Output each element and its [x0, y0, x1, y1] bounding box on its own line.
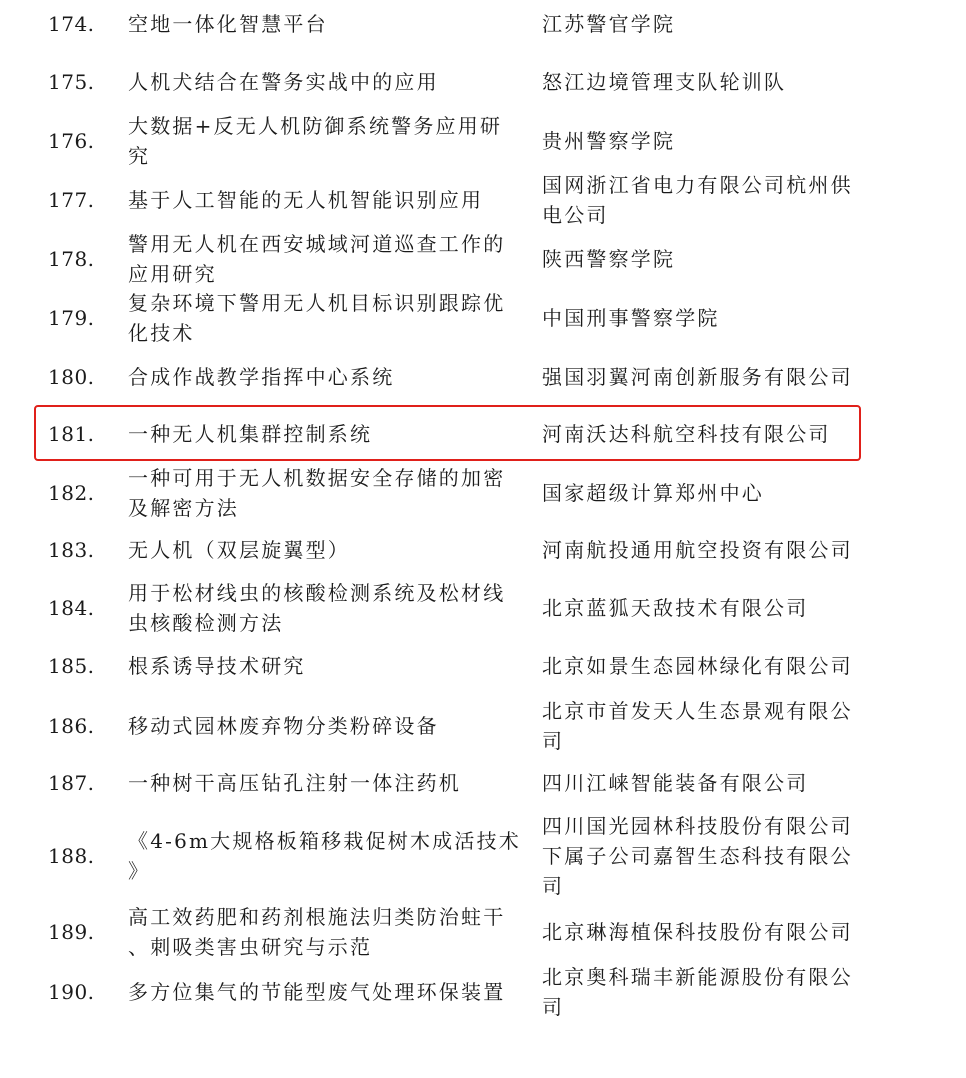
project-name: 大数据+反无人机防御系统警务应用研 究	[128, 114, 503, 168]
row-number: 185.	[48, 654, 95, 678]
project-name: 移动式园林废弃物分类粉碎设备	[128, 714, 439, 738]
organization-name: 强国羽翼河南创新服务有限公司	[542, 365, 853, 389]
row-number: 182.	[48, 481, 95, 505]
project-name: 用于松材线虫的核酸检测系统及松材线 虫核酸检测方法	[128, 581, 506, 635]
organization-name: 北京蓝狐天敌技术有限公司	[542, 596, 809, 620]
organization-name: 河南沃达科航空科技有限公司	[542, 422, 831, 446]
project-name: 根系诱导技术研究	[128, 654, 306, 678]
row-number: 189.	[48, 920, 95, 944]
project-name: 基于人工智能的无人机智能识别应用	[128, 188, 484, 212]
project-name: 《4-6m大规格板箱移栽促树木成活技术 》	[128, 829, 521, 883]
project-name: 多方位集气的节能型废气处理环保装置	[128, 980, 506, 1004]
row-number: 186.	[48, 714, 95, 738]
organization-name: 四川江崃智能装备有限公司	[542, 771, 809, 795]
project-name: 空地一体化智慧平台	[128, 12, 328, 36]
project-name: 高工效药肥和药剂根施法归类防治蛀干 、刺吸类害虫研究与示范	[128, 905, 506, 959]
organization-name: 中国刑事警察学院	[542, 306, 720, 330]
row-number: 177.	[48, 188, 95, 212]
project-name: 复杂环境下警用无人机目标识别跟踪优 化技术	[128, 291, 506, 345]
project-name: 人机犬结合在警务实战中的应用	[128, 70, 439, 94]
project-name: 合成作战教学指挥中心系统	[128, 365, 395, 389]
organization-name: 北京如景生态园林绿化有限公司	[542, 654, 853, 678]
organization-name: 北京琳海植保科技股份有限公司	[542, 920, 853, 944]
project-name: 无人机（双层旋翼型）	[128, 538, 350, 562]
project-name: 一种树干高压钻孔注射一体注药机	[128, 771, 461, 795]
organization-name: 江苏警官学院	[542, 12, 676, 36]
row-number: 187.	[48, 771, 95, 795]
organization-name: 河南航投通用航空投资有限公司	[542, 538, 853, 562]
organization-name: 北京奥科瑞丰新能源股份有限公 司	[542, 965, 853, 1019]
row-number: 183.	[48, 538, 95, 562]
organization-name: 国家超级计算郑州中心	[542, 481, 764, 505]
row-number: 181.	[48, 422, 95, 446]
project-name: 一种可用于无人机数据安全存储的加密 及解密方法	[128, 466, 506, 520]
row-number: 179.	[48, 306, 95, 330]
row-number: 175.	[48, 70, 95, 94]
row-number: 174.	[48, 12, 95, 36]
organization-name: 怒江边境管理支队轮训队	[542, 70, 787, 94]
row-number: 190.	[48, 980, 95, 1004]
organization-name: 四川国光园林科技股份有限公司 下属子公司嘉智生态科技有限公 司	[542, 814, 853, 898]
row-number: 184.	[48, 596, 95, 620]
row-number: 178.	[48, 247, 95, 271]
organization-name: 国网浙江省电力有限公司杭州供 电公司	[542, 173, 853, 227]
project-name: 一种无人机集群控制系统	[128, 422, 373, 446]
row-number: 176.	[48, 129, 95, 153]
organization-name: 陕西警察学院	[542, 247, 676, 271]
row-number: 188.	[48, 844, 95, 868]
project-name: 警用无人机在西安城域河道巡查工作的 应用研究	[128, 232, 506, 286]
organization-name: 北京市首发天人生态景观有限公 司	[542, 699, 853, 753]
row-number: 180.	[48, 365, 95, 389]
organization-name: 贵州警察学院	[542, 129, 676, 153]
